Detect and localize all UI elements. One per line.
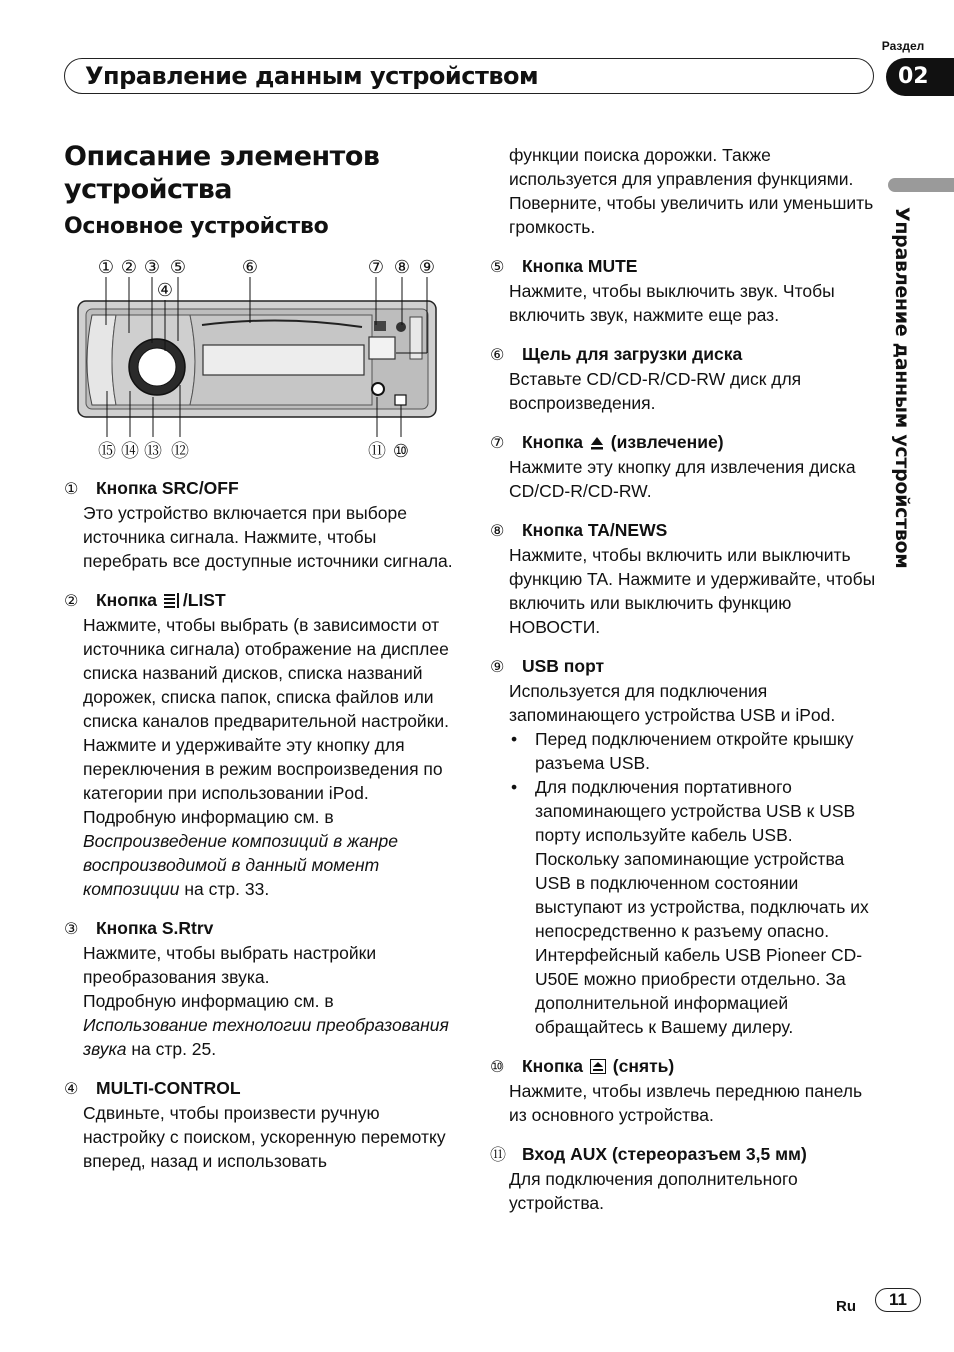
diagram-label: ⑭ [121, 441, 139, 462]
page-number: 11 [875, 1288, 921, 1312]
reference-suffix: на стр. 25. [131, 1039, 217, 1059]
language-code: Ru [836, 1298, 856, 1315]
reference-prefix: Подробную информацию см. в [83, 991, 334, 1011]
sub-heading: Основное устройство [64, 214, 329, 239]
item-body: Нажмите, чтобы выключить звук. Чтобы включить звук, нажмите еще раз. [509, 281, 835, 325]
reference-prefix: Подробную информацию см. в [83, 807, 334, 827]
section-label: Раздел [881, 39, 925, 53]
item-number: ① [64, 479, 79, 498]
diagram-label: ④ [156, 280, 174, 301]
left-column [64, 476, 454, 1188]
item-body [83, 805, 454, 901]
main-heading: Описание элементов устройства [64, 141, 380, 205]
item-body: Это устройство включается при выборе источника сигнала. Нажмите, чтобы перебрать все доступные источники сигнала. [83, 503, 453, 571]
item-body: Для подключения дополнительного устройства. [509, 1169, 798, 1213]
item-body: Нажмите эту кнопку для извлечения диска CD/CD-R/CD-RW. [509, 457, 856, 501]
eject-icon [590, 436, 604, 450]
item-number: ④ [64, 1079, 79, 1098]
item-number: ③ [64, 919, 79, 938]
item-body: Нажмите, чтобы включить или выключить функцию TA. Нажмите и удерживайте, чтобы включить или выключить функцию НОВОСТИ. [509, 545, 876, 637]
list-item [490, 654, 880, 1039]
item-body: Сдвиньте, чтобы произвести ручную настройку с поиском, ускоренную перемотку вперед, назад и использовать [83, 1103, 446, 1171]
detach-icon [590, 1059, 606, 1074]
item-title: Кнопка MUTE [522, 256, 638, 276]
item-number: ⑤ [490, 257, 505, 276]
list-item [490, 518, 880, 639]
item-title: Кнопка S.Rtrv [96, 918, 214, 938]
diagram-label: ⑥ [241, 257, 259, 278]
page-header-title: Управление данным устройством [85, 62, 539, 90]
list-item [490, 254, 880, 327]
item-body [83, 989, 454, 1061]
item-title-prefix: Кнопка [522, 1056, 584, 1076]
reference-suffix: на стр. 33. [184, 879, 270, 899]
side-tab-marker [888, 178, 954, 192]
item-number: ⑧ [490, 521, 505, 540]
item-number: ⑨ [490, 657, 505, 676]
list-item [64, 916, 454, 1061]
cross-reference-link[interactable]: Использование технологии преобразования звука [83, 1015, 449, 1059]
list-item [490, 1142, 880, 1215]
diagram-label: ⑧ [393, 257, 411, 278]
item-number: ② [64, 591, 79, 610]
diagram-label: ⑩ [392, 441, 410, 462]
diagram-label: ⑦ [367, 257, 385, 278]
item-title: USB порт [522, 656, 605, 676]
item-title: Кнопка TA/NEWS [522, 520, 668, 540]
diagram-label: ⑪ [368, 441, 386, 462]
item-body: функции поиска дорожки. Также используется для управления функциями. Поверните, чтобы увеличить или уменьшить громкость. [509, 145, 874, 237]
item-title: Вход AUX (стереоразъем 3,5 мм) [522, 1144, 807, 1164]
bullet-item: • Перед подключением откройте крышку разъема USB. [509, 727, 880, 775]
diagram-label: ② [120, 257, 138, 278]
item-title-suffix: /LIST [182, 590, 226, 610]
diagram-label: ⑨ [418, 257, 436, 278]
item-title-suffix: (извлечение) [610, 432, 724, 452]
item-body: Нажмите, чтобы извлечь переднюю панель из основного устройства. [509, 1081, 863, 1125]
continued-text [490, 143, 880, 239]
item-title-prefix: Кнопка [96, 590, 158, 610]
diagram-label: ③ [143, 257, 161, 278]
list-item [490, 342, 880, 415]
item-body: Используется для подключения запоминающего устройства USB и iPod. [509, 681, 836, 725]
diagram-label: ⑤ [169, 257, 187, 278]
section-number-badge: 02 [886, 58, 954, 96]
item-number: ⑪ [490, 1145, 507, 1164]
item-body: Вставьте CD/CD-R/CD-RW диск для воспроизведения. [509, 369, 802, 413]
diagram-label: ① [97, 257, 115, 278]
list-icon [164, 593, 181, 608]
diagram-label: ⑮ [98, 441, 116, 462]
cross-reference-link[interactable]: Воспроизведение композиций в жанре воспроизводимой в данный момент композиции [83, 831, 398, 899]
item-title: Кнопка SRC/OFF [96, 478, 239, 498]
item-body: Нажмите, чтобы выбрать (в зависимости от источника сигнала) отображение на дисплее списка названий дисков, списка названий дорожек, списка папок, списка файлов или списка каналов предварительной настройки. [83, 615, 449, 731]
item-number: ⑦ [490, 433, 505, 452]
list-item [64, 476, 454, 573]
item-title-suffix: (снять) [612, 1056, 675, 1076]
item-body: Нажмите, чтобы выбрать настройки преобразования звука. [83, 943, 377, 987]
item-title [522, 1054, 674, 1078]
item-title [96, 588, 226, 612]
right-column [490, 143, 880, 1230]
list-item [64, 588, 454, 901]
list-item [490, 430, 880, 503]
header-bar [64, 58, 874, 94]
diagram-label: ⑫ [171, 441, 189, 462]
list-item [490, 1054, 880, 1127]
item-title-prefix: Кнопка [522, 432, 584, 452]
item-body: Нажмите и удерживайте эту кнопку для переключения в режим воспроизведения по категории при использовании iPod. [83, 735, 443, 803]
device-diagram [72, 255, 444, 465]
item-number: ⑩ [490, 1057, 505, 1076]
bullet-list [509, 727, 880, 1039]
item-number: ⑥ [490, 345, 505, 364]
item-title [522, 430, 724, 454]
diagram-label: ⑬ [144, 441, 162, 462]
list-item [64, 1076, 454, 1173]
bullet-item: • Для подключения портативного запоминающего устройства USB к USB порту используйте кабель USB. Поскольку запоминающие устройства USB в подключенном состоянии выступают из устройства, подключать их непосредственно к разъему опасно. Интерфейсный кабель USB Pioneer CD-U50E можно приобрести отдельно. За дополнительной информацией обращайтесь к Вашему дилеру. [509, 775, 880, 1039]
item-title: MULTI-CONTROL [96, 1078, 241, 1098]
side-tab-title: Управление данным устройством [891, 207, 913, 569]
item-title: Щель для загрузки диска [522, 344, 743, 364]
